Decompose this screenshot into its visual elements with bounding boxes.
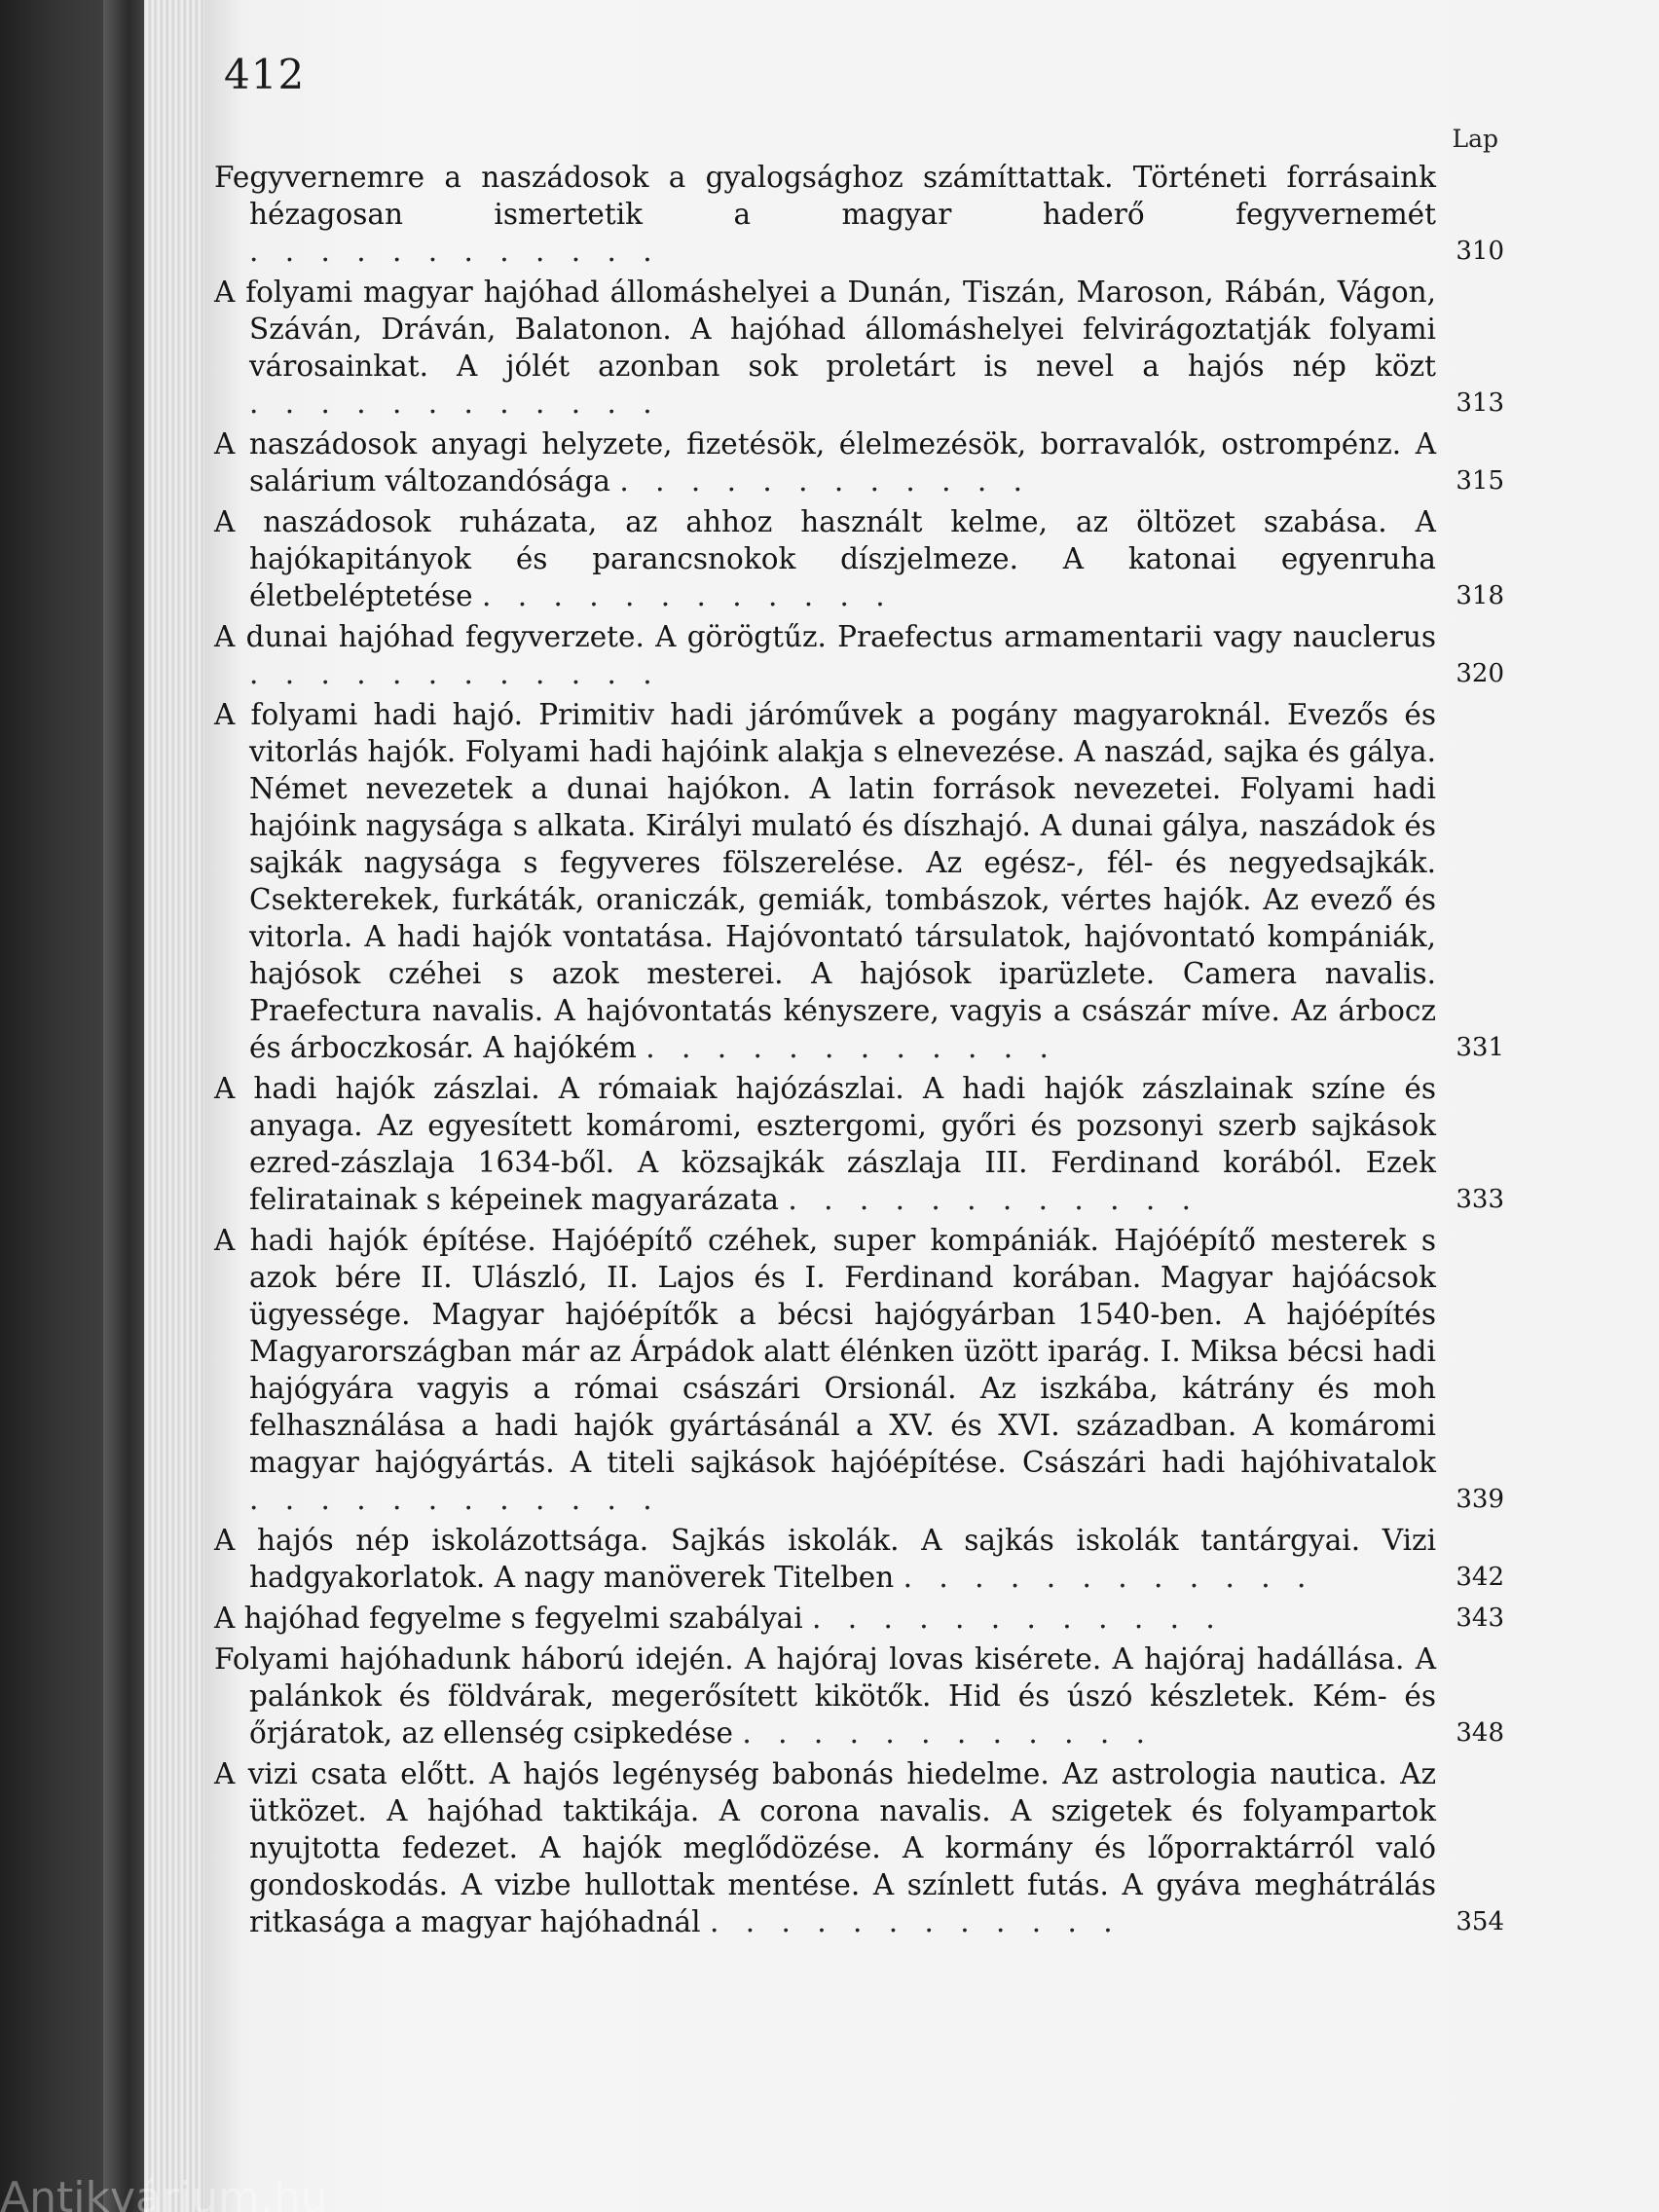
toc-entry-page: 348 — [1456, 1718, 1504, 1748]
toc-entry — [214, 618, 1504, 692]
toc-entry-text: A hadi hajók építése. Hajóépítő czéhek, super kompániák. Hajóépítő mesterek s azok bére II. Ulászló, II. Lajos és I. Ferdinand korában. Magyar hajóácsok ügyessége. Magyar hajóépítők a bécsi hajógyárban 1540-ben. A hajóépítés Magyarországban már az Árpádok alatt élénken üzött iparág. I. Miksa bécsi hadi hajógyára vagyis a római császári Orsionál. Az iszkába, kátrány és moh felhasználása a hadi hajók gyártásánál a XV. és XVI. században. A komáromi magyar hajógyártás. A titeli sajkások hajóépítése. Császári hadi hajóhivatalok — [214, 1224, 1436, 1479]
toc-entry — [214, 1755, 1504, 1940]
toc-entry-page: 310 — [1456, 237, 1504, 266]
toc-entry — [214, 159, 1504, 270]
watermark: Antikvárium.hu — [0, 2173, 328, 2212]
toc-entry-text: A dunai hajóhad fegyverzete. A görögtűz. Praefectus armamentarii vagy nauclerus — [214, 620, 1436, 653]
book-spine-shadow — [103, 0, 146, 2212]
leader-dots: . . . . . . . . . . . . — [249, 657, 661, 690]
toc-entry-text: A naszádosok ruházata, az ahhoz használt kelme, az öltözet szabása. A hajókapitányok és parancsnokok díszjelmeze. A katonai egyenruha életbeléptetése — [214, 505, 1436, 612]
toc-entry — [214, 1522, 1504, 1596]
toc-entry-text: A vizi csata előtt. A hajós legénység babonás hiedelme. Az astrologia nautica. Az ütközet. A hajóhad taktikája. A corona navalis. A szigetek és folyampartok nyujtotta fedezet. A hajók meglődözése. A kormány és lőporraktárról való gondoskodás. A vizbe hullottak mentése. A színlett futás. A gyáva meghátrálás ritkasága a magyar hajóhadnál — [214, 1757, 1436, 1938]
leader-dots: . . . . . . . . . . . . — [812, 1602, 1224, 1635]
toc-entry-text: A folyami magyar hajóhad állomáshelyei a Dunán, Tiszán, Maroson, Rábán, Vágon, Száván, Dráván, Balatonon. A hajóhad állomáshelyei felvirágoztatják folyami városainkat. A jólét azonban sok proletárt is nevel a hajós nép közt — [214, 276, 1436, 383]
toc-entry-text: A folyami hadi hajó. Primitiv hadi járóművek a pogány magyaroknál. Evezős és vitorlás hajók. Folyami hadi hajóink alakja s elnevezése. A naszád, sajka és gálya. Német nevezetek a dunai hajókon. A latin források nevezetei. Folyami hadi hajóink nagysága s alkata. Királyi mulató és díszhajó. A dunai gálya, naszádok és sajkák nagysága s fegyveres fölszerelése. Az egész-, fél- és negyedsajkák. Csekterekek, furkáták, oraniczák, gemiák, tombászok, vértes hajók. Az evező és vitorla. A hadi hajók vontatása. Hajóvontató társulatok, hajóvontató kompániák, hajósok czéhei s azok mesterei. A hajósok iparüzlete. Camera navalis. Praefectura navalis. A hajóvontatás kényszere, vagyis a császár míve. Az árbocz és árboczkosár. A hajókém — [214, 698, 1436, 1064]
leader-dots: . . . . . . . . . . . . — [481, 579, 894, 612]
toc-entry-page: 318 — [1456, 581, 1504, 610]
leader-dots: . . . . . . . . . . . . — [788, 1183, 1200, 1216]
toc-entry — [214, 1600, 1504, 1637]
leader-dots: . . . . . . . . . . . . — [249, 1483, 661, 1516]
leader-dots: . . . . . . . . . . . . — [742, 1716, 1155, 1750]
toc-entry — [214, 1222, 1504, 1518]
toc-entry-page: 315 — [1456, 466, 1504, 496]
toc-entry-page: 339 — [1456, 1485, 1504, 1514]
toc-entry-page: 331 — [1456, 1033, 1504, 1062]
leader-dots: . . . . . . . . . . . . — [249, 235, 661, 268]
toc-entry — [214, 425, 1504, 499]
toc-entry — [214, 1070, 1504, 1218]
leader-dots: . . . . . . . . . . . . — [903, 1561, 1315, 1594]
toc-entry-page: 320 — [1456, 659, 1504, 688]
toc-entry — [214, 696, 1504, 1066]
table-of-contents — [214, 159, 1504, 1944]
toc-entry — [214, 1641, 1504, 1751]
toc-entry-text: A hajós nép iskolázottsága. Sajkás iskolák. A sajkás iskolák tantárgyai. Vizi hadgyakorlatok. A nagy manöverek Titelben — [214, 1524, 1436, 1594]
leader-dots: . . . . . . . . . . . . — [709, 1905, 1122, 1938]
toc-entry-page: 342 — [1456, 1563, 1504, 1592]
toc-entry-page: 343 — [1456, 1604, 1504, 1633]
page-edges — [144, 0, 212, 2212]
toc-entry-page: 333 — [1456, 1185, 1504, 1214]
toc-entry-text: A naszádosok anyagi helyzete, fizetésök, élelmezésök, borravalók, ostrompénz. A salárium változandósága — [214, 427, 1436, 498]
leader-dots: . . . . . . . . . . . . — [619, 464, 1031, 498]
leader-dots: . . . . . . . . . . . . — [645, 1031, 1057, 1064]
toc-entry-text: Folyami hajóhadunk háború idején. A hajóraj lovas kisérete. A hajóraj hadállása. A palánkok és földvárak, megerősített kikötők. Hid és úszó készletek. Kém- és őrjáratok, az ellenség csipkedése — [214, 1642, 1436, 1750]
toc-entry-text: Fegyvernemre a naszádosok a gyalogsághoz számíttattak. Történeti forrásaink hézagosan ismertetik a magyar haderő fegyvernemét — [214, 161, 1436, 231]
toc-entry-page: 354 — [1456, 1907, 1504, 1936]
page-number: 412 — [224, 51, 306, 98]
toc-entry — [214, 274, 1504, 422]
column-header-lap: Lap — [1452, 125, 1498, 153]
toc-entry-text: A hajóhad fegyelme s fegyelmi szabályai — [214, 1602, 803, 1635]
leader-dots: . . . . . . . . . . . . — [249, 387, 661, 420]
toc-entry-text: A hadi hajók zászlai. A rómaiak hajózászlai. A hadi hajók zászlainak színe és anyaga. Az egyesített komáromi, esztergomi, győri és pozsonyi szerb sajkások ezred-zászlaja 1634-ből. A közsajkák zászlaja III. Ferdinand korából. Ezek feliratainak s képeinek magyarázata — [214, 1072, 1436, 1216]
toc-entry — [214, 503, 1504, 614]
toc-entry-page: 313 — [1456, 388, 1504, 418]
